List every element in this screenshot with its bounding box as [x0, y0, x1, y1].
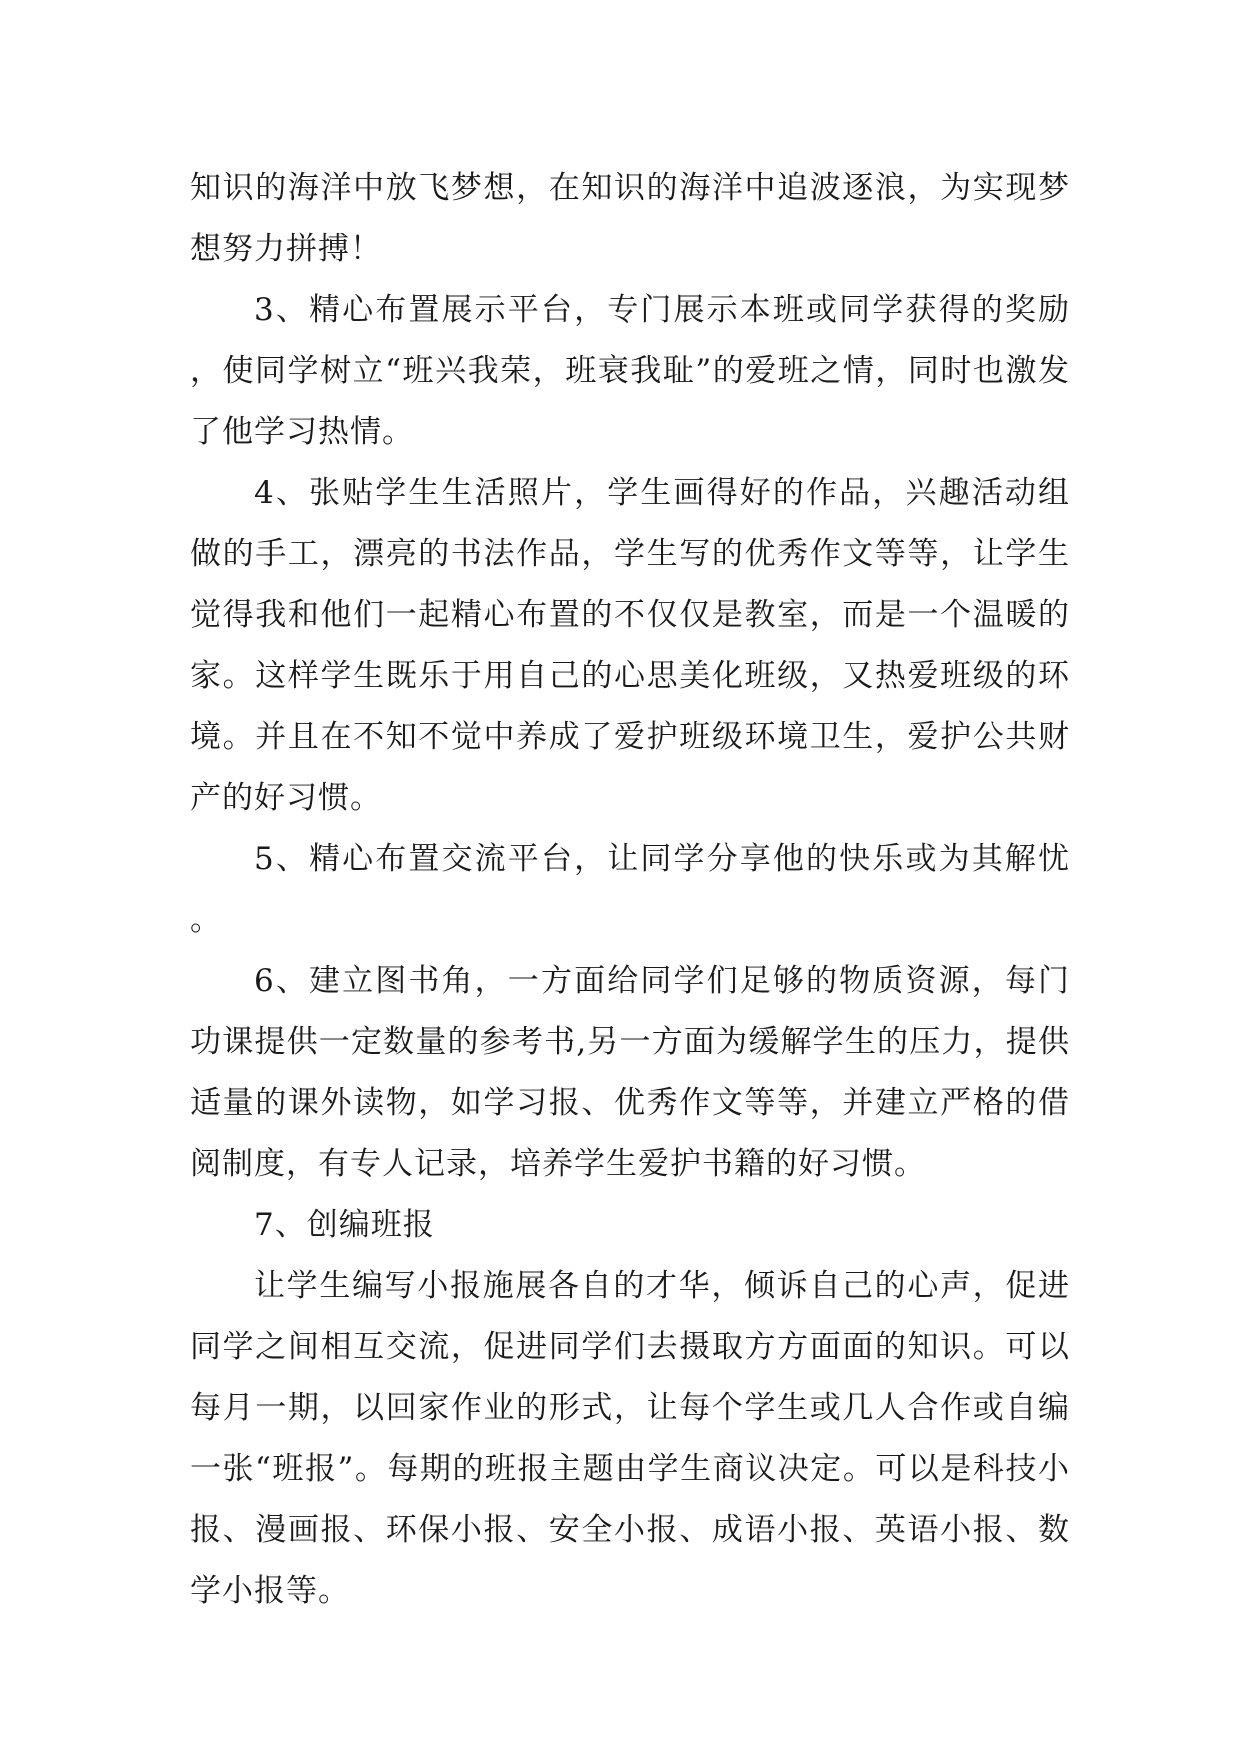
paragraph-item-5: 5、精心布置交流平台，让同学分享他的快乐或为其解忧。: [190, 841, 1070, 938]
paragraph-item-4: 4、张贴学生生活照片，学生画得好的作品，兴趣活动组做的手工，漂亮的书法作品，学生写的优秀作文等等，让学生觉得我和他们一起精心布置的不仅仅是教室，而是一个温暖的家。这样学生既乐于用自己的心思美化班级，又热爱班级的环境。并且在不知不觉中养成了爱护班级环境卫生，爱护公共财产的好习惯。: [190, 475, 1070, 816]
paragraph-continued: 知识的海洋中放飞梦想，在知识的海洋中追波逐浪，为实现梦想努力拼搏！: [190, 170, 1070, 267]
paragraph-item-6: 6、建立图书角，一方面给同学们足够的物质资源，每门功课提供一定数量的参考书,另一方面为缓解学生的压力，提供适量的课外读物，如学习报、优秀作文等等，并建立严格的借阅制度，有专人记录，培养学生爱护书籍的好习惯。: [190, 963, 1070, 1182]
paragraph-item-3: 3、精心布置展示平台，专门展示本班或同学获得的奖励，使同学树立“班兴我荣，班衰我耻”的爱班之情，同时也激发了他学习热情。: [190, 292, 1070, 450]
paragraph-item-7-heading: 7、创编班报: [254, 1207, 435, 1243]
paragraph-item-7-body: 让学生编写小报施展各自的才华，倾诉自己的心声，促进同学之间相互交流，促进同学们去摄取方方面面的知识。可以每月一期，以回家作业的形式，让每个学生或几人合作或自编一张“班报”。每期的班报主题由学生商议决定。可以是科技小报、漫画报、环保小报、安全小报、成语小报、英语小报、数学小报等。: [190, 1268, 1070, 1609]
document-page: [190, 158, 1070, 1622]
